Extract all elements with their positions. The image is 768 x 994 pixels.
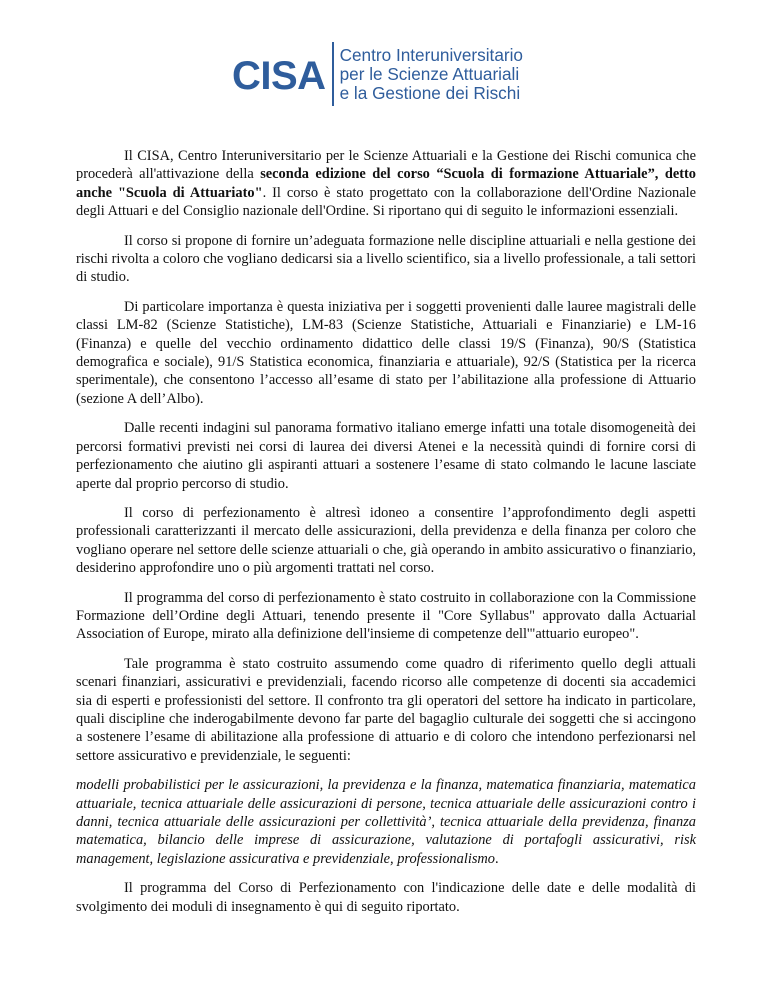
logo-line-3: e la Gestione dei Rischi [339, 82, 521, 103]
cisa-logo [232, 42, 523, 106]
paragraph-intro [76, 147, 696, 221]
logo-line-1: Centro Interuniversitario [339, 44, 523, 65]
paragraph-surveys: Dalle recenti indagini sul panorama formativo italiano emerge infatti una totale disomogeneità dei percorsi formativi previsti nei corsi di laurea dei diversi Atenei e la necessità quindi di fornire corsi di perfezionamento che aiutino gli aspiranti attuari a sostenere l’esame di stato colmando le lacune lasciate aperte dal proprio percorso di studio. [76, 420, 696, 492]
paragraph-disciplines [76, 776, 696, 868]
paragraph-syllabus: Il programma del corso di perfezionamento è stato costruito in collaborazione con la Commissione Formazione dell’Ordine degli Attuari, tenendo presente il "Core Syllabus" approvato dalla Actuarial Association of Europe, mirato alla definizione dell'insieme di competenze dell'"attuario europeo". [76, 589, 696, 643]
paragraph-purpose: Il corso si propone di fornire un’adeguata formazione nelle discipline attuariali e nella gestione dei rischi rivolta a coloro che vogliano dedicarsi sia a livello scientifico, sia a livello professionale, a tali settori di studio. [76, 232, 696, 286]
logo-text [340, 46, 523, 103]
paragraph-professional: Il corso di perfezionamento è altresì idoneo a consentire l’approfondimento degli aspetti professionali caratterizzanti il mercato delle assicurazioni, della previdenza e della finanza per coloro che vogliano operare nel settore delle scienze attuariali o che, già operando in ambito assicurativo o finanziario, desiderino approfondire uno o più argomenti trattati nel corso. [76, 504, 696, 577]
intro-text-end: . Il corso è stato progettato con la collaborazione dell'Ordine Nazionale degli Attuari e del Consiglio nazionale dell'Ordine. Si riportano qui di seguito le informazioni essenziali. [76, 184, 696, 220]
paragraph-program: Il programma del Corso di Perfezionamento con l'indicazione delle date e delle modalità di svolgimento dei moduli di insegnamento è qui di seguito riportato. [76, 880, 696, 915]
logo-line-2: per le Scienze Attuariali [339, 63, 520, 84]
course-title: seconda edizione del corso “Scuola di formazione Attuariale”, detto anche "Scuola di Attuariato" [76, 166, 696, 201]
intro-text: Il CISA, Centro Interuniversitario per le Scienze Attuariali e la Gestione dei Rischi comunica che procederà all'attivazione della [76, 148, 696, 183]
disciplines-list: modelli probabilistici per le assicurazioni, la previdenza e la finanza, matematica finanziaria, matematica attuariale, tecnica attuariale delle assicurazioni di persone, tecnica attuariale delle assicurazioni contro i danni, tecnica attuariale delle assicurazioni per collettività’, tecnica attuariale della previdenza, finanza matematica, bilancio delle imprese di assicurazione, valutazione di portafogli assicurativi, risk management, legislazione assicurativa e previdenziale, professionalismo [76, 777, 696, 867]
document-body [76, 147, 696, 927]
disciplines-end: . [495, 850, 499, 867]
paragraph-framework: Tale programma è stato costruito assumendo come quadro di riferimento quello degli attuali scenari finanziari, assicurativi e previdenziali, facendo ricorso alle competenze di docenti sia accademici sia di esperti e professionisti del settore. Il confronto tra gli operatori del settore ha indicato in particolare, quali discipline che inderogabilmente devono far parte del bagaglio culturale dei soggetti che si accingono a sostenere l’esame di abilitazione alla professione di attuario e di coloro che intendono perfezionarsi nel settore assicurativo e previdenziale, le seguenti: [76, 655, 696, 764]
paragraph-degree-classes: Di particolare importanza è questa iniziativa per i soggetti provenienti dalle lauree magistrali delle classi LM-82 (Scienze Statistiche), LM-83 (Scienze Statistiche, Attuariali e Finanziarie) e LM-16 (Finanza) e quelle del vecchio ordinamento didattico delle classi 19/S (Finanza), 90/S (Statistica demografica e sociale), 91/S Statistica economica, finanziaria e attuariale), 92/S (Statistica per la ricerca sperimentale), che consentono l’accesso all’esame di stato per l’abilitazione alla professione di Attuario (sezione A dell’Albo). [76, 298, 696, 407]
logo-mark: CISA [232, 54, 326, 98]
logo-divider [332, 42, 334, 106]
